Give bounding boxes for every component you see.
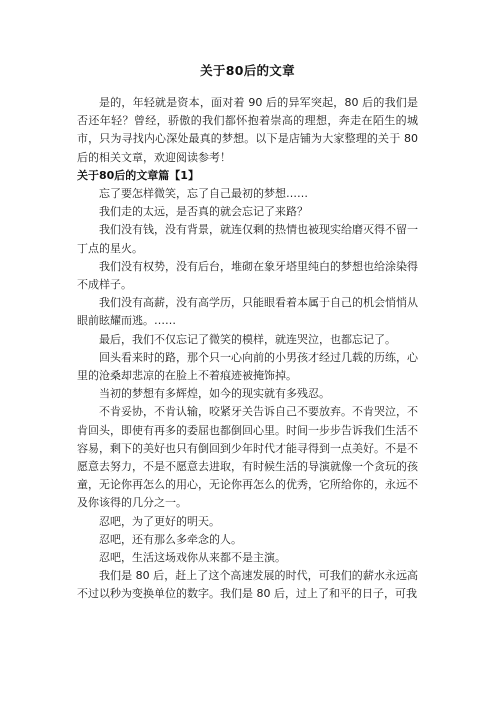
body-paragraph: 忍吧，为了更好的明天。	[99, 514, 220, 528]
body-paragraph: 我们是 80 后，赶上了这个高速发展的时代，可我们的薪水永远高不过以秒为变换单位的数字。我们是 80 后，过上了和平的日子，可我	[77, 569, 418, 601]
body-paragraph: 最后，我们不仅忘记了微笑的模样，就连哭泣，也都忘记了。	[99, 332, 396, 346]
body-paragraph: 忍吧，生活这场戏你从来都不是主演。	[99, 551, 286, 565]
body-paragraph: 回头看来时的路，那个只一心向前的小男孩才经过几载的历练，心里的沧桑却悲凉的在脸上不着痕迹被掩饰掉。	[77, 350, 418, 383]
page-title: 关于80后的文章	[200, 63, 295, 78]
body-paragraph: 不肯妥协，不肯认输，咬紧牙关告诉自己不要放弃。不肯哭泣，不肯回头，即使有再多的委屈也都倒回心里。时间一步步告诉我们生活不容易，剩下的美好也只有倒回到少年时代才能寻得到一点美好。不是不愿意去努力，不是不愿意去进取，有时候生活的导演就像一个贪玩的孩童，无论你再怎么的用心，无论你再怎么的优秀，它所给你的，永远不及你该得的几分之一。	[77, 405, 418, 510]
body-paragraph: 我们走的太远，是否真的就会忘记了来路？	[99, 205, 308, 219]
body-paragraph: 忍吧，还有那么多牵念的人。	[99, 532, 242, 546]
section-heading: 关于80后的文章篇【1】	[77, 168, 199, 182]
body-paragraph: 当初的梦想有多辉煌，如今的现实就有多残忍。	[99, 387, 330, 401]
body-paragraph: 忘了要怎样微笑，忘了自己最初的梦想……	[99, 187, 308, 201]
body-paragraph: 我们没有权势，没有后台，堆砌在象牙塔里纯白的梦想也给涂染得不成样子。	[77, 259, 418, 292]
body-paragraph: 我们没有钱，没有背景，就连仅剩的热情也被现实给磨灭得不留一丁点的星火。	[77, 223, 418, 255]
intro-paragraph: 是的，年轻就是资本，面对着 90 后的异军突起，80 后的我们是否还年轻？曾经，骄傲的我们都怀抱着崇高的理想，奔走在陌生的城市，只为寻找内心深处最真的梦想。以下是店铺为大家整理的关于 80 后的相关文章，欢迎阅读参考！	[77, 96, 418, 164]
body-paragraph: 我们没有高薪，没有高学历，只能眼看着本属于自己的机会悄悄从眼前眩耀而逃。……	[77, 296, 418, 328]
